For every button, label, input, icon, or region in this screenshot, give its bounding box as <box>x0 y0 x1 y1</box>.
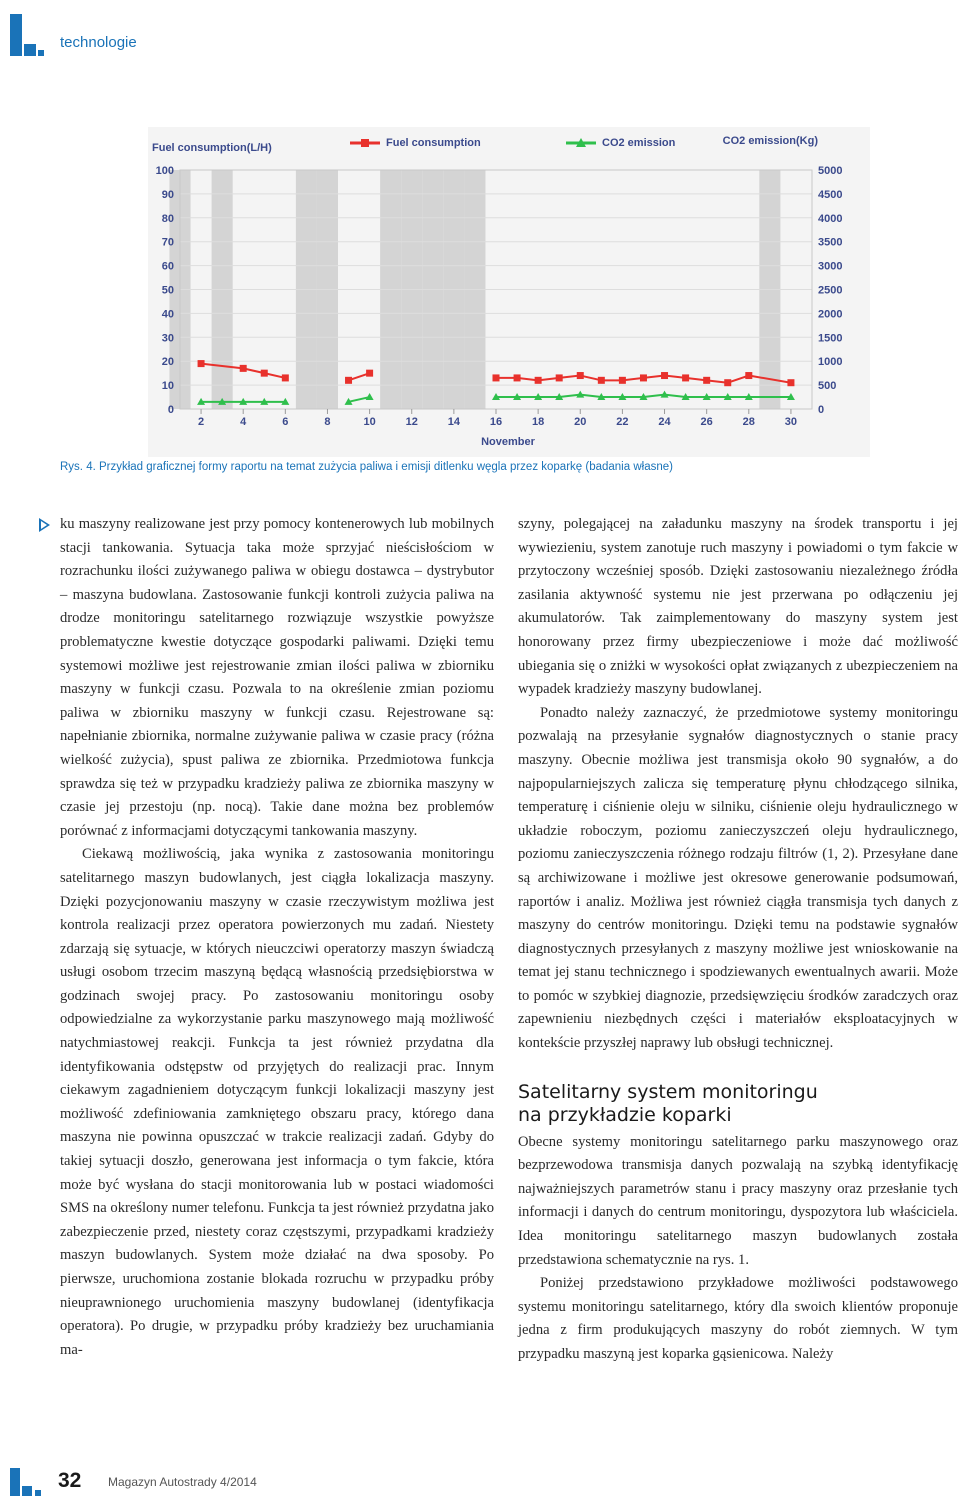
heading-line-1: Satelitarny system monitoringu <box>518 1080 818 1103</box>
co2-point <box>366 393 374 400</box>
figure-caption: Rys. 4. Przykład graficznej formy raportu na temat zużycia paliwa i emisji ditlenku węgla przez koparkę (badania własne) <box>60 461 673 473</box>
right-tick-label: 4500 <box>818 188 843 201</box>
fuel-point <box>514 374 521 381</box>
right-paragraph-3: Obecne systemy monitoringu satelitarnego parku maszynowego oraz bezprzewodowa transmisja danych pozwalają na szybką identyfikację najważniejszych parametrów stanu i pracy maszyny oraz przesłanie tych informacji i danych do centrum monitoringu, dyspozytora lub właściciela. Idea monitoringu satelitarnego maszyn budowlanych została przedstawiona schematycznie na rys. 1. <box>518 1133 958 1268</box>
x-tick-label: 14 <box>447 416 460 428</box>
co2-emission-series <box>197 391 795 405</box>
fuel-consumption-series <box>198 360 795 386</box>
right-tick-label: 3000 <box>818 260 843 273</box>
right-tick-label: 500 <box>818 380 837 393</box>
x-tick-label: 20 <box>574 416 587 428</box>
x-tick-label: 6 <box>282 416 289 428</box>
right-column <box>518 513 958 1367</box>
x-tick-label: 8 <box>324 416 331 428</box>
x-axis-ticks <box>198 409 797 428</box>
fuel-co2-chart <box>148 127 870 457</box>
magazine-logo <box>10 14 44 58</box>
page-footer <box>0 1462 960 1500</box>
fuel-point <box>261 370 268 377</box>
left-tick-label: 80 <box>161 212 174 225</box>
section-heading <box>518 1081 958 1127</box>
right-paragraph-1: szyny, polegającej na załadunku maszyny na środek transportu i jej wywiezieniu, system zanotuje ruch maszyny i powiadomi o tym fakcie w przytoczony wcześniej sposób. Dzięki zastosowaniu niezależnego źródła zasilania aktywność systemu nie jest przerwana po odłączeniu jej akumulatorów. Tak zaimplementowany do maszyny system jest honorowany przez firmy ubezpieczeniowe i może dać możliwość ubiegania się o zniżki w wysokości opłat związanych z ubezpieczeniem na wypadek kradzieży maszyny budowlanej. <box>518 516 958 698</box>
fuel-point <box>787 379 794 386</box>
fuel-point <box>661 372 668 379</box>
right-axis-ticks <box>818 165 842 416</box>
x-axis-label: November <box>481 436 535 448</box>
fuel-point <box>619 377 626 384</box>
x-tick-label: 10 <box>363 416 376 428</box>
x-tick-label: 30 <box>784 416 798 428</box>
legend-fuel <box>350 137 481 149</box>
fuel-point <box>577 372 584 379</box>
legend-co2-label: CO2 emission <box>602 137 676 149</box>
right-paragraph-2: Ponadto należy zaznaczyć, że przedmiotowe systemy monitoringu pozwalają na przesyłanie sygnałów diagnostycznych o stanie pracy maszyny. Obecnie możliwa jest transmisja około 90 sygnałów, a do najpopularniejszych zalicza się temperaturę płynu chłodzącego silnika, temperaturę i ciśnienie oleju w silniku, ciśnienie oleju hydraulicznego w układzie roboczym, poziomu zanieczyszczeń oleju hydraulicznego, poziomu zanieczyszczenia różnego rodzaju filtrów (1, 2). Przesyłane dane są archiwizowane i możliwe jest okresowe generowanie podsumowań, raportów i analiz. Możliwa jest również ciągła transmisja tych danych z maszyny do centrów monitoringu. Dzięki temu na podstawie sygnałów diagnostycznych przesyłanych z maszyny możliwe jest wnioskowanie na temat jej stanu technicznego i spodziewanych ewentualnych awarii. Może to pomóc w szybkiej diagnozie, przedsięwzięciu środków zaradczych oraz zapewnieniu niezbędnych części i materiałów eksploatacyjnych w kontekście przyszłej naprawy lub obsługi technicznej. <box>518 704 958 1052</box>
left-axis-label: Fuel consumption(L/H) <box>152 142 272 154</box>
x-tick-label: 28 <box>742 416 755 428</box>
page-number: 32 <box>58 1469 82 1492</box>
chart-gridlines <box>180 170 812 409</box>
left-tick-label: 20 <box>161 356 174 369</box>
fuel-point <box>535 377 542 384</box>
x-tick-label: 22 <box>616 416 629 428</box>
right-paragraph-4: Poniżej przedstawiono przykładowe możliwości podstawowego systemu monitoringu satelitarnego, który dla swoich klientów proponuje jedna z firm produkujących maszyny do robót ziemnych. W tym przypadku maszyną jest koparka gąsienicowa. Należy <box>518 1275 958 1362</box>
heading-line-2: na przykładzie koparki <box>518 1103 732 1126</box>
left-tick-label: 70 <box>161 236 174 249</box>
section-label: technologie <box>60 34 137 51</box>
fuel-point <box>556 374 563 381</box>
footer-logo <box>10 1468 40 1498</box>
right-tick-label: 4000 <box>818 212 843 225</box>
fuel-point <box>640 374 647 381</box>
left-tick-label: 50 <box>161 284 174 297</box>
left-paragraph-2: Ciekawą możliwością, jaka wynika z zastosowania monitoringu satelitarnego maszyn budowlanych, jest ciągła lokalizacja maszyny. Dzięki pozycjonowaniu maszyny w czasie rzeczywistym możliwa jest kontrola realizacji przez operatora powierzonych mu zadań. Niestety zdarzają się sytuacje, w których nieuczciwi operatorzy maszyn świadczą usługi osobom trzecim maszyną będącą własnością przedsiębiorstwa w godzinach swojej pracy. Po zastosowaniu monitoringu osoby odpowiedzialne za wykorzystanie parku maszynowego mają możliwość natychmiastowej reakcji. Funkcja ta jest również przydatna dla identyfikowania odstępstw od przyjętych do realizacji prac. Innym ciekawym zagadnieniem dotyczącym funkcji lokalizacji maszyny jest możliwość zdefiniowania zamkniętego obszaru pracy, którego dana maszyna nie powinna opuszczać w trakcie realizacji zadań. Gdyby do takiej sytuacji doszło, generowana jest informacja o tym fakcie, która może być wysłana do stacji monitorowania lub w postaci wiadomości SMS na określony numer telefonu. Funkcja ta jest również przydatna jako zabezpieczenie przed, niestety coraz częstszymi, przypadkami kradzieży maszyn budowlanych. System może działać na dwa sposoby. Po pierwsze, uruchomiona zostanie blokada rozruchu w przypadku próby nieuprawnionego uruchomienia maszyny budowlanej (identyfikacja operatora). Po drugie, w przypadku próby kradzieży bez uruchamiania ma- <box>60 846 494 1358</box>
right-tick-label: 5000 <box>818 165 843 177</box>
fuel-point <box>345 377 352 384</box>
magazine-issue: Magazyn Autostrady 4/2014 <box>108 1475 257 1489</box>
fuel-point <box>745 372 752 379</box>
right-tick-label: 2000 <box>818 308 843 321</box>
right-tick-label: 1500 <box>818 332 843 345</box>
fuel-point <box>703 377 710 384</box>
left-column <box>60 513 494 1362</box>
chart-svg <box>148 127 870 457</box>
left-tick-label: 30 <box>161 332 174 345</box>
right-tick-label: 2500 <box>818 284 843 297</box>
fuel-point <box>240 365 247 372</box>
right-tick-label: 3500 <box>818 236 843 249</box>
left-tick-label: 90 <box>161 188 174 201</box>
legend-fuel-label: Fuel consumption <box>386 137 481 149</box>
fuel-point <box>682 374 689 381</box>
left-tick-label: 40 <box>161 308 174 321</box>
x-tick-label: 18 <box>532 416 545 428</box>
fuel-point <box>724 379 731 386</box>
left-tick-label: 0 <box>167 404 174 416</box>
x-tick-label: 16 <box>489 416 503 428</box>
x-tick-label: 4 <box>240 416 247 428</box>
left-tick-label: 100 <box>155 165 174 177</box>
fuel-point <box>493 374 500 381</box>
fuel-point <box>598 377 605 384</box>
legend-co2 <box>566 137 676 149</box>
right-axis-label: CO2 emission(Kg) <box>722 135 818 147</box>
left-paragraph-1: ku maszyny realizowane jest przy pomocy kontenerowych lub mobilnych stacji tankowania. Sytuacja taka może sprzyjać nieścisłościom w rozrachunku ilości zużywanego paliwa w obiegu dostawca – dystrybutor – maszyna budowlana. Zastosowanie funkcji kontroli zużycia paliwa na drodze monitoringu satelitarnego rozwiązuje wszystkie powyższe problematyczne kwestie dotyczące gospodarki paliwami. Dzięki temu systemowi możliwe jest rejestrowanie zmian ilości paliwa w zbiorniku maszyny w funkcji czasu. Pozwala to na określenie zmian poziomu paliwa w zbiorniku maszyny w funkcji czasu. Rejestrowane są: napełnianie zbiornika, normalne zużywanie paliwa w czasie pracy (różna wielkość zużycia), spust paliwa ze zbiornika. Przedmiotowa funkcja sprawdza się też w przypadku kradzieży paliwa ze zbiornika maszyny w czasie jej przestoju (np. nocą). Takie dane można bez problemów porównać z informacjami dotyczącymi tankowania maszyny. <box>60 516 494 839</box>
left-tick-label: 60 <box>161 260 174 273</box>
fuel-point <box>198 360 205 367</box>
x-tick-label: 12 <box>405 416 418 428</box>
left-tick-label: 10 <box>161 380 174 393</box>
x-tick-label: 24 <box>658 416 671 428</box>
legend-fuel-marker <box>361 139 369 147</box>
fuel-point <box>282 374 289 381</box>
right-tick-label: 1000 <box>818 356 843 369</box>
fuel-point <box>366 370 373 377</box>
continuation-arrow-icon <box>39 518 50 532</box>
x-tick-label: 2 <box>198 416 205 428</box>
right-tick-label: 0 <box>818 404 825 416</box>
x-tick-label: 26 <box>700 416 713 428</box>
